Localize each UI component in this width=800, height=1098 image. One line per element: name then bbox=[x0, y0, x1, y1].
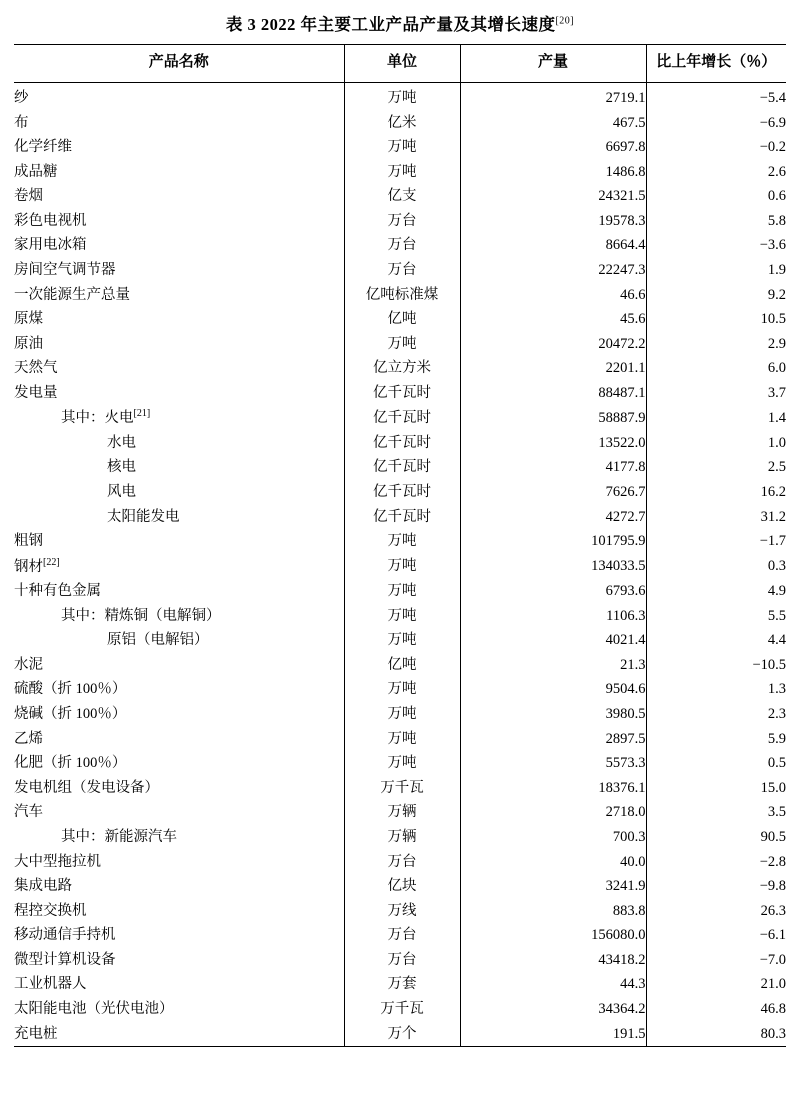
table-row bbox=[14, 82, 786, 110]
industrial-output-table bbox=[14, 44, 786, 1046]
product-name-text: 太阳能发电 bbox=[107, 508, 180, 525]
table-row bbox=[14, 1022, 786, 1047]
product-name bbox=[14, 751, 344, 776]
table-row bbox=[14, 825, 786, 850]
product-growth: 2.5 bbox=[646, 455, 786, 480]
product-unit: 万台 bbox=[344, 209, 460, 234]
product-name bbox=[14, 554, 344, 579]
product-name-text: 其中：新能源汽车 bbox=[61, 828, 177, 845]
product-name-text: 纱 bbox=[14, 89, 29, 106]
table-row bbox=[14, 184, 786, 209]
product-name bbox=[14, 825, 344, 850]
table-row bbox=[14, 923, 786, 948]
product-unit: 亿立方米 bbox=[344, 356, 460, 381]
product-name bbox=[14, 283, 344, 308]
product-growth: 80.3 bbox=[646, 1022, 786, 1047]
table-row bbox=[14, 751, 786, 776]
product-name bbox=[14, 677, 344, 702]
product-growth: −3.6 bbox=[646, 233, 786, 258]
table-row bbox=[14, 111, 786, 136]
product-name bbox=[14, 874, 344, 899]
product-output: 6793.6 bbox=[460, 579, 646, 604]
product-name-text: 家用电冰箱 bbox=[14, 237, 87, 254]
product-name-text: 卷烟 bbox=[14, 188, 43, 205]
table-title-text: 表 3 2022 年主要工业产品产量及其增长速度 bbox=[225, 15, 556, 34]
product-unit: 万吨 bbox=[344, 628, 460, 653]
product-growth: 5.5 bbox=[646, 604, 786, 629]
table-bottom-rule bbox=[14, 1046, 786, 1047]
product-output: 3980.5 bbox=[460, 702, 646, 727]
product-output: 883.8 bbox=[460, 899, 646, 924]
table-row bbox=[14, 800, 786, 825]
product-growth: 2.9 bbox=[646, 332, 786, 357]
product-output: 7626.7 bbox=[460, 480, 646, 505]
product-growth: 26.3 bbox=[646, 899, 786, 924]
table-row bbox=[14, 874, 786, 899]
product-unit: 亿千瓦时 bbox=[344, 431, 460, 456]
product-name-text: 一次能源生产总量 bbox=[14, 286, 130, 303]
table-row bbox=[14, 405, 786, 430]
product-output: 467.5 bbox=[460, 111, 646, 136]
table-title bbox=[14, 14, 786, 35]
product-name-text: 十种有色金属 bbox=[14, 583, 101, 600]
product-growth: 4.9 bbox=[646, 579, 786, 604]
table-body bbox=[14, 82, 786, 1046]
product-output: 13522.0 bbox=[460, 431, 646, 456]
product-name-text: 烧碱（折 100％） bbox=[14, 706, 127, 723]
product-growth: −0.2 bbox=[646, 135, 786, 160]
product-output: 8664.4 bbox=[460, 233, 646, 258]
product-growth: 1.3 bbox=[646, 677, 786, 702]
table-row bbox=[14, 283, 786, 308]
product-output: 1486.8 bbox=[460, 160, 646, 185]
product-name-text: 风电 bbox=[107, 484, 136, 501]
product-unit: 万吨 bbox=[344, 677, 460, 702]
product-unit: 亿吨标准煤 bbox=[344, 283, 460, 308]
table-row bbox=[14, 307, 786, 332]
product-name bbox=[14, 653, 344, 678]
product-name-text: 其中：精炼铜（电解铜） bbox=[61, 607, 221, 624]
table-row bbox=[14, 529, 786, 554]
product-name-text: 大中型拖拉机 bbox=[14, 853, 101, 870]
product-growth: 0.3 bbox=[646, 554, 786, 579]
product-output: 700.3 bbox=[460, 825, 646, 850]
table-row bbox=[14, 554, 786, 579]
product-growth: 5.8 bbox=[646, 209, 786, 234]
table-row bbox=[14, 135, 786, 160]
product-name bbox=[14, 972, 344, 997]
product-name bbox=[14, 209, 344, 234]
product-name-footnote: [21] bbox=[133, 408, 151, 420]
product-growth: 2.6 bbox=[646, 160, 786, 185]
product-unit: 亿千瓦时 bbox=[344, 505, 460, 530]
product-name-text: 硫酸（折 100％） bbox=[14, 681, 127, 698]
product-output: 22247.3 bbox=[460, 258, 646, 283]
product-growth: 2.3 bbox=[646, 702, 786, 727]
product-unit: 万线 bbox=[344, 899, 460, 924]
product-growth: 3.5 bbox=[646, 800, 786, 825]
product-name bbox=[14, 604, 344, 629]
table-row bbox=[14, 776, 786, 801]
product-name-text: 水电 bbox=[107, 434, 136, 451]
product-unit: 亿吨 bbox=[344, 307, 460, 332]
product-name-text: 成品糖 bbox=[14, 163, 58, 180]
product-growth: 1.9 bbox=[646, 258, 786, 283]
product-output: 191.5 bbox=[460, 1022, 646, 1047]
product-unit: 万套 bbox=[344, 972, 460, 997]
product-unit: 万辆 bbox=[344, 800, 460, 825]
table-row bbox=[14, 997, 786, 1022]
product-unit: 万吨 bbox=[344, 529, 460, 554]
product-unit: 万吨 bbox=[344, 82, 460, 110]
product-growth: 46.8 bbox=[646, 997, 786, 1022]
product-growth: −7.0 bbox=[646, 948, 786, 973]
product-growth: 9.2 bbox=[646, 283, 786, 308]
product-growth: 1.0 bbox=[646, 431, 786, 456]
product-name-text: 充电桩 bbox=[14, 1025, 58, 1042]
table-row bbox=[14, 579, 786, 604]
product-unit: 亿米 bbox=[344, 111, 460, 136]
product-name-text: 房间空气调节器 bbox=[14, 261, 116, 278]
product-output: 40.0 bbox=[460, 850, 646, 875]
product-unit: 亿吨 bbox=[344, 653, 460, 678]
product-growth: 31.2 bbox=[646, 505, 786, 530]
product-output: 19578.3 bbox=[460, 209, 646, 234]
product-output: 4177.8 bbox=[460, 455, 646, 480]
product-output: 2719.1 bbox=[460, 82, 646, 110]
table-row bbox=[14, 948, 786, 973]
product-name-text: 粗钢 bbox=[14, 533, 43, 550]
product-growth: 15.0 bbox=[646, 776, 786, 801]
product-output: 43418.2 bbox=[460, 948, 646, 973]
table-row bbox=[14, 972, 786, 997]
product-unit: 万吨 bbox=[344, 135, 460, 160]
product-name bbox=[14, 405, 344, 430]
product-name bbox=[14, 356, 344, 381]
product-name bbox=[14, 111, 344, 136]
table-row bbox=[14, 727, 786, 752]
table-row bbox=[14, 455, 786, 480]
product-name bbox=[14, 480, 344, 505]
product-name bbox=[14, 628, 344, 653]
product-output: 134033.5 bbox=[460, 554, 646, 579]
product-name-text: 水泥 bbox=[14, 656, 43, 673]
product-growth: 4.4 bbox=[646, 628, 786, 653]
product-unit: 万台 bbox=[344, 850, 460, 875]
product-name bbox=[14, 505, 344, 530]
product-unit: 万台 bbox=[344, 233, 460, 258]
product-unit: 亿千瓦时 bbox=[344, 455, 460, 480]
product-name-text: 集成电路 bbox=[14, 878, 72, 895]
table-row bbox=[14, 480, 786, 505]
product-name bbox=[14, 727, 344, 752]
product-growth: 0.5 bbox=[646, 751, 786, 776]
product-output: 9504.6 bbox=[460, 677, 646, 702]
table-row bbox=[14, 505, 786, 530]
product-output: 3241.9 bbox=[460, 874, 646, 899]
product-unit: 万吨 bbox=[344, 332, 460, 357]
product-growth: −6.9 bbox=[646, 111, 786, 136]
product-name-text: 微型计算机设备 bbox=[14, 951, 116, 968]
product-growth: 10.5 bbox=[646, 307, 786, 332]
product-name bbox=[14, 258, 344, 283]
product-unit: 万吨 bbox=[344, 702, 460, 727]
column-header-name: 产品名称 bbox=[14, 45, 344, 83]
product-name-text: 乙烯 bbox=[14, 730, 43, 747]
product-growth: 0.6 bbox=[646, 184, 786, 209]
product-name-text: 布 bbox=[14, 114, 29, 131]
product-name bbox=[14, 455, 344, 480]
product-growth: 16.2 bbox=[646, 480, 786, 505]
product-unit: 亿千瓦时 bbox=[344, 480, 460, 505]
product-output: 6697.8 bbox=[460, 135, 646, 160]
product-unit: 万辆 bbox=[344, 825, 460, 850]
product-output: 88487.1 bbox=[460, 381, 646, 406]
column-header-unit: 单位 bbox=[344, 45, 460, 83]
product-growth: 90.5 bbox=[646, 825, 786, 850]
product-growth: −5.4 bbox=[646, 82, 786, 110]
product-name bbox=[14, 307, 344, 332]
table-row bbox=[14, 233, 786, 258]
product-name bbox=[14, 160, 344, 185]
product-growth: 3.7 bbox=[646, 381, 786, 406]
product-name-text: 程控交换机 bbox=[14, 902, 87, 919]
product-name bbox=[14, 702, 344, 727]
product-output: 21.3 bbox=[460, 653, 646, 678]
table-title-footnote: [20] bbox=[555, 15, 575, 27]
table-row bbox=[14, 702, 786, 727]
product-unit: 万台 bbox=[344, 923, 460, 948]
product-output: 2201.1 bbox=[460, 356, 646, 381]
product-unit: 万台 bbox=[344, 258, 460, 283]
product-name bbox=[14, 899, 344, 924]
product-unit: 万台 bbox=[344, 948, 460, 973]
product-name bbox=[14, 332, 344, 357]
product-output: 4272.7 bbox=[460, 505, 646, 530]
table-row bbox=[14, 604, 786, 629]
product-name bbox=[14, 948, 344, 973]
product-growth: 6.0 bbox=[646, 356, 786, 381]
product-output: 45.6 bbox=[460, 307, 646, 332]
product-output: 2897.5 bbox=[460, 727, 646, 752]
product-growth: 21.0 bbox=[646, 972, 786, 997]
product-name-text: 原铝（电解铝） bbox=[107, 632, 209, 649]
table-row bbox=[14, 258, 786, 283]
product-output: 44.3 bbox=[460, 972, 646, 997]
table-row bbox=[14, 677, 786, 702]
table-row bbox=[14, 381, 786, 406]
product-growth: −1.7 bbox=[646, 529, 786, 554]
product-name-text: 汽车 bbox=[14, 804, 43, 821]
product-name bbox=[14, 997, 344, 1022]
product-name bbox=[14, 184, 344, 209]
product-output: 18376.1 bbox=[460, 776, 646, 801]
column-header-growth: 比上年增长（％） bbox=[646, 45, 786, 83]
product-name bbox=[14, 381, 344, 406]
product-output: 1106.3 bbox=[460, 604, 646, 629]
product-name-text: 天然气 bbox=[14, 360, 58, 377]
product-unit: 万吨 bbox=[344, 160, 460, 185]
product-name bbox=[14, 923, 344, 948]
table-header bbox=[14, 45, 786, 83]
product-output: 34364.2 bbox=[460, 997, 646, 1022]
column-header-output: 产量 bbox=[460, 45, 646, 83]
product-growth: −9.8 bbox=[646, 874, 786, 899]
product-output: 46.6 bbox=[460, 283, 646, 308]
product-output: 4021.4 bbox=[460, 628, 646, 653]
table-row bbox=[14, 628, 786, 653]
table-row bbox=[14, 850, 786, 875]
product-name bbox=[14, 800, 344, 825]
product-unit: 亿支 bbox=[344, 184, 460, 209]
product-unit: 万千瓦 bbox=[344, 776, 460, 801]
product-unit: 亿块 bbox=[344, 874, 460, 899]
product-output: 5573.3 bbox=[460, 751, 646, 776]
product-name-text: 太阳能电池（光伏电池） bbox=[14, 1000, 174, 1017]
product-unit: 亿千瓦时 bbox=[344, 405, 460, 430]
product-output: 2718.0 bbox=[460, 800, 646, 825]
product-output: 58887.9 bbox=[460, 405, 646, 430]
product-name-text: 彩色电视机 bbox=[14, 212, 87, 229]
product-name-text: 工业机器人 bbox=[14, 976, 87, 993]
product-name bbox=[14, 233, 344, 258]
product-unit: 万吨 bbox=[344, 604, 460, 629]
product-name bbox=[14, 579, 344, 604]
table-header-row bbox=[14, 45, 786, 83]
product-unit: 万吨 bbox=[344, 554, 460, 579]
product-name-text: 其中：火电 bbox=[61, 410, 134, 427]
product-output: 24321.5 bbox=[460, 184, 646, 209]
product-name bbox=[14, 82, 344, 110]
product-growth: 1.4 bbox=[646, 405, 786, 430]
product-output: 101795.9 bbox=[460, 529, 646, 554]
table-row bbox=[14, 209, 786, 234]
product-name-text: 发电机组（发电设备） bbox=[14, 779, 159, 796]
product-growth: 5.9 bbox=[646, 727, 786, 752]
product-unit: 万个 bbox=[344, 1022, 460, 1047]
product-name bbox=[14, 850, 344, 875]
product-name bbox=[14, 776, 344, 801]
product-name bbox=[14, 135, 344, 160]
table-row bbox=[14, 653, 786, 678]
product-unit: 万吨 bbox=[344, 579, 460, 604]
product-name-text: 原煤 bbox=[14, 311, 43, 328]
product-unit: 万吨 bbox=[344, 727, 460, 752]
product-name bbox=[14, 1022, 344, 1047]
table-row bbox=[14, 431, 786, 456]
product-unit: 亿千瓦时 bbox=[344, 381, 460, 406]
product-name-footnote: [22] bbox=[43, 556, 60, 568]
product-name-text: 发电量 bbox=[14, 384, 58, 401]
product-unit: 万吨 bbox=[344, 751, 460, 776]
product-name-text: 原油 bbox=[14, 335, 43, 352]
product-name-text: 核电 bbox=[107, 459, 136, 476]
table-row bbox=[14, 160, 786, 185]
product-unit: 万千瓦 bbox=[344, 997, 460, 1022]
product-growth: −2.8 bbox=[646, 850, 786, 875]
product-growth: −6.1 bbox=[646, 923, 786, 948]
product-output: 156080.0 bbox=[460, 923, 646, 948]
table-row bbox=[14, 356, 786, 381]
product-name bbox=[14, 529, 344, 554]
product-name-text: 移动通信手持机 bbox=[14, 927, 116, 944]
product-output: 20472.2 bbox=[460, 332, 646, 357]
product-name-text: 钢材 bbox=[14, 558, 43, 575]
product-name-text: 化学纤维 bbox=[14, 139, 72, 156]
product-name-text: 化肥（折 100％） bbox=[14, 755, 127, 772]
table-row bbox=[14, 899, 786, 924]
product-name bbox=[14, 431, 344, 456]
table-row bbox=[14, 332, 786, 357]
product-growth: −10.5 bbox=[646, 653, 786, 678]
